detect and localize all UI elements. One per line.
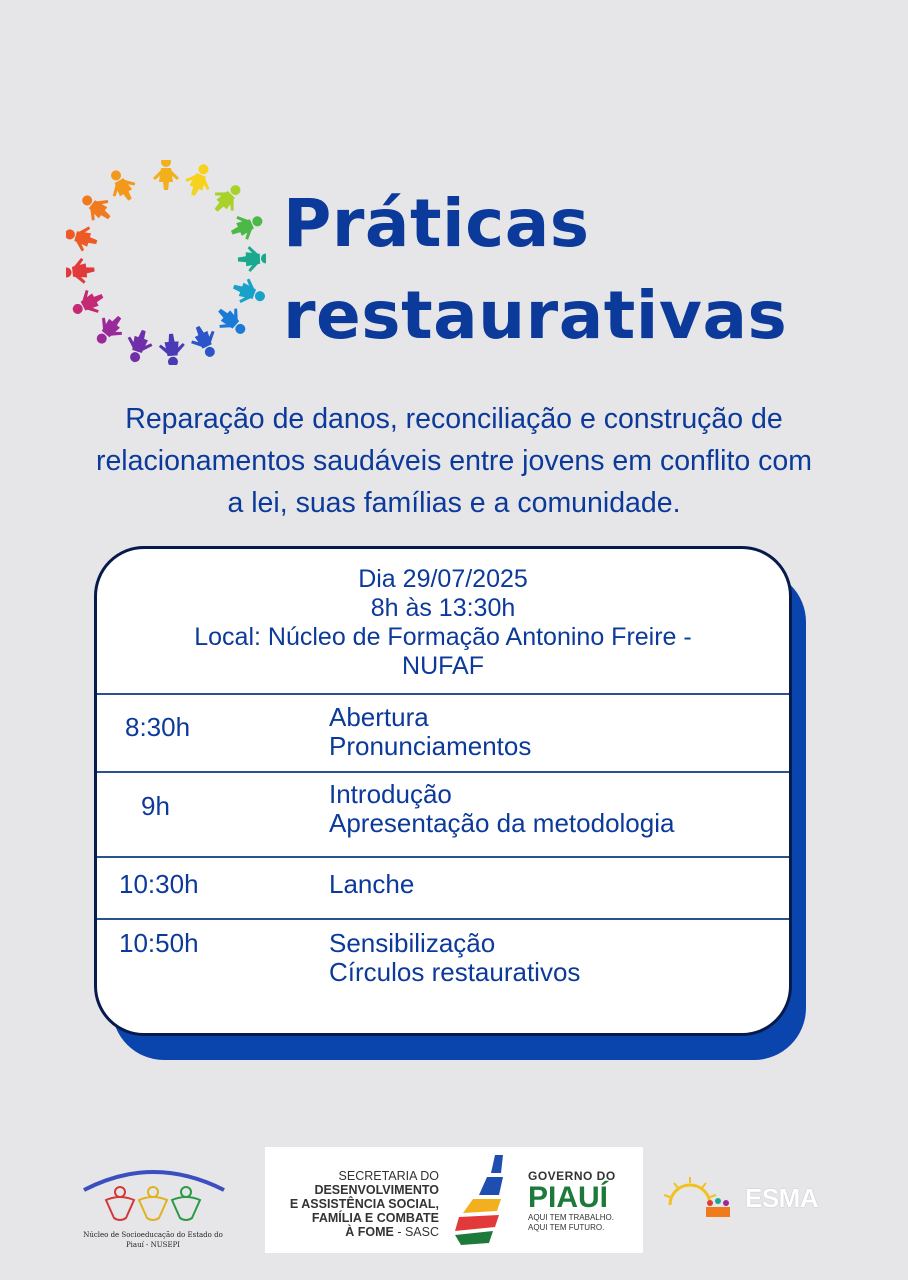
activity-item: Lanche <box>329 869 415 899</box>
event-location-line-1: Local: Núcleo de Formação Antonino Freire - <box>194 623 692 651</box>
event-location-line-2: NUFAF <box>402 652 484 680</box>
schedule-time: 10:50h <box>119 928 199 958</box>
sasc-line-5a: À FOME <box>345 1225 394 1239</box>
activity-item: Círculos restaurativos <box>329 957 581 987</box>
gov-line-2: PIAUÍ <box>528 1181 609 1214</box>
activity-item: Introdução <box>329 779 452 809</box>
nusepi-caption-line-1: Núcleo de Socioeducação do Estado do <box>83 1231 223 1239</box>
schedule-time: 9h <box>141 791 170 821</box>
esma-text: ESMA <box>745 1183 819 1213</box>
schedule-activity <box>329 870 414 899</box>
gov-line-1: GOVERNO DO <box>528 1169 616 1183</box>
schedule-time: 8:30h <box>125 712 191 742</box>
people-circle-logo <box>66 160 266 365</box>
subtitle-line-1: Reparação de danos, reconciliação e construção de <box>125 403 783 435</box>
nusepi-caption-line-2: Piauí - NUSEPI <box>125 1241 181 1249</box>
piaui-map-icon <box>451 1151 521 1249</box>
sasc-line-2: DESENVOLVIMENTO <box>314 1183 439 1197</box>
event-info <box>97 565 789 681</box>
activity-item: Apresentação da metodologia <box>329 808 675 838</box>
sasc-line-1: SECRETARIA DO <box>338 1169 439 1183</box>
sun-logo-icon <box>662 1175 734 1225</box>
event-time: 8h às 13:30h <box>370 594 516 622</box>
esma-logo <box>745 1183 818 1214</box>
row-divider <box>97 693 789 695</box>
event-date: Dia 29/07/2025 <box>358 565 528 593</box>
title-line-1: Práticas <box>283 185 590 262</box>
schedule-activity <box>329 703 531 761</box>
gov-line-4: AQUI TEM FUTURO. <box>528 1223 605 1232</box>
sasc-logo-text <box>273 1169 439 1239</box>
title-line-2: restaurativas <box>283 277 788 354</box>
page-title <box>283 178 787 362</box>
schedule-time: 10:30h <box>119 869 199 899</box>
activity-item: Pronunciamentos <box>329 731 532 761</box>
row-divider <box>97 771 789 773</box>
activity-item: Sensibilização <box>329 928 496 958</box>
sasc-line-5b: - SASC <box>393 1225 439 1239</box>
schedule-activity <box>329 780 674 838</box>
sasc-line-4: FAMÍLIA E COMBATE <box>311 1211 439 1225</box>
gov-line-3: AQUI TEM TRABALHO. <box>528 1213 614 1222</box>
government-logos <box>265 1147 643 1253</box>
sasc-line-3: E ASSISTÊNCIA SOCIAL, <box>289 1197 439 1211</box>
schedule-card <box>94 546 792 1036</box>
subtitle <box>20 398 888 524</box>
governo-piaui-logo <box>528 1169 638 1233</box>
row-divider <box>97 918 789 920</box>
activity-item: Abertura <box>329 702 429 732</box>
subtitle-line-2: relacionamentos saudáveis entre jovens em conflito com <box>95 445 813 477</box>
row-divider <box>97 856 789 858</box>
nusepi-logo <box>78 1160 228 1250</box>
nusepi-emblem-icon <box>78 1160 228 1230</box>
schedule-activity <box>329 929 580 987</box>
subtitle-line-3: a lei, suas famílias e a comunidade. <box>227 487 681 519</box>
